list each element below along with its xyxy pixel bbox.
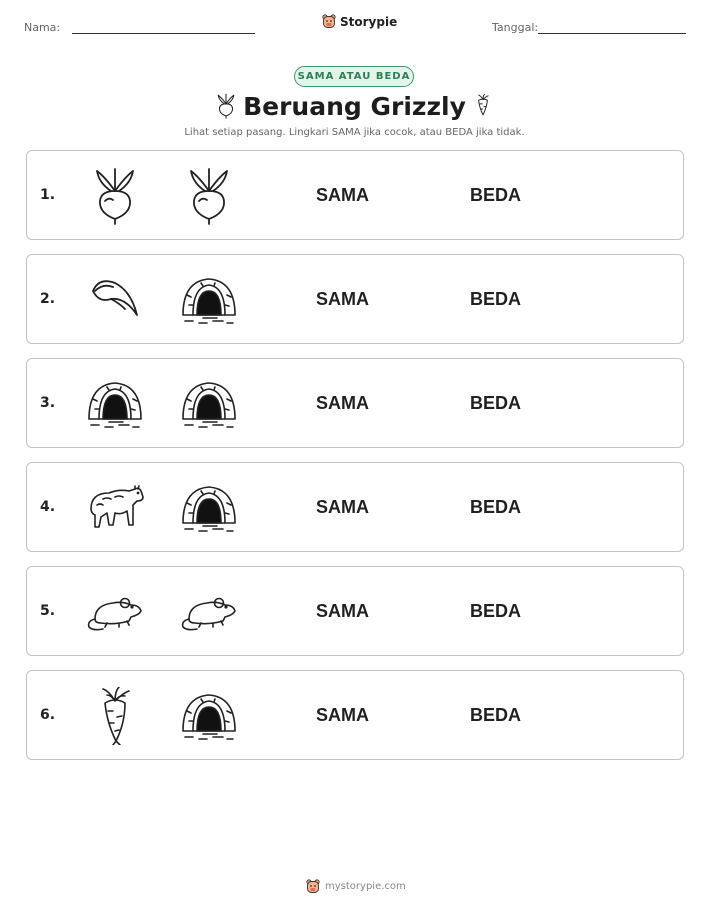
brand-logo — [322, 14, 397, 29]
different-option[interactable]: BEDA — [470, 601, 522, 621]
same-option[interactable]: SAMA — [316, 497, 369, 517]
instructions: Lihat setiap pasang. Lingkari SAMA jika cocok, atau BEDA jika tidak. — [184, 127, 525, 138]
cave-icon — [85, 375, 145, 433]
mascot-icon — [322, 14, 336, 29]
name-label: Nama: — [24, 21, 61, 34]
beet-icon — [179, 167, 239, 225]
beet-icon — [85, 167, 145, 225]
comparison-row-4 — [26, 462, 684, 552]
different-option[interactable]: BEDA — [470, 289, 522, 309]
comparison-row-1 — [26, 150, 684, 240]
different-option[interactable]: BEDA — [470, 497, 522, 517]
row-number: 6. — [40, 707, 56, 723]
name-line[interactable] — [72, 33, 255, 34]
mouse-icon — [85, 583, 145, 641]
carrot-icon — [85, 687, 145, 745]
claw-icon — [85, 271, 145, 329]
same-option[interactable]: SAMA — [316, 185, 369, 205]
comparison-row-3 — [26, 358, 684, 448]
date-line[interactable] — [538, 33, 686, 34]
date-label: Tanggal: — [492, 21, 539, 34]
comparison-row-2 — [26, 254, 684, 344]
same-option[interactable]: SAMA — [316, 393, 369, 413]
row-number: 3. — [40, 395, 56, 411]
page-title: Beruang Grizzly — [243, 92, 466, 121]
row-number: 2. — [40, 291, 56, 307]
cave-icon — [179, 479, 239, 537]
comparison-row-6 — [26, 670, 684, 760]
cave-icon — [179, 687, 239, 745]
row-number: 4. — [40, 499, 56, 515]
different-option[interactable]: BEDA — [470, 185, 522, 205]
comparison-row-5 — [26, 566, 684, 656]
same-option[interactable]: SAMA — [316, 601, 369, 621]
bear-icon — [85, 479, 145, 537]
different-option[interactable]: BEDA — [470, 705, 522, 725]
mouse-icon — [179, 583, 239, 641]
worksheet-type-badge: SAMA ATAU BEDA — [294, 66, 414, 87]
brand-name: Storypie — [340, 14, 398, 29]
mascot-icon — [306, 879, 320, 894]
same-option[interactable]: SAMA — [316, 705, 369, 725]
same-option[interactable]: SAMA — [316, 289, 369, 309]
different-option[interactable]: BEDA — [470, 393, 522, 413]
cave-icon — [179, 271, 239, 329]
cave-icon — [179, 375, 239, 433]
carrot-decoration-icon — [472, 88, 494, 122]
row-number: 1. — [40, 187, 56, 203]
footer-url: mystorypie.com — [325, 881, 406, 892]
row-number: 5. — [40, 603, 56, 619]
footer — [306, 879, 406, 894]
